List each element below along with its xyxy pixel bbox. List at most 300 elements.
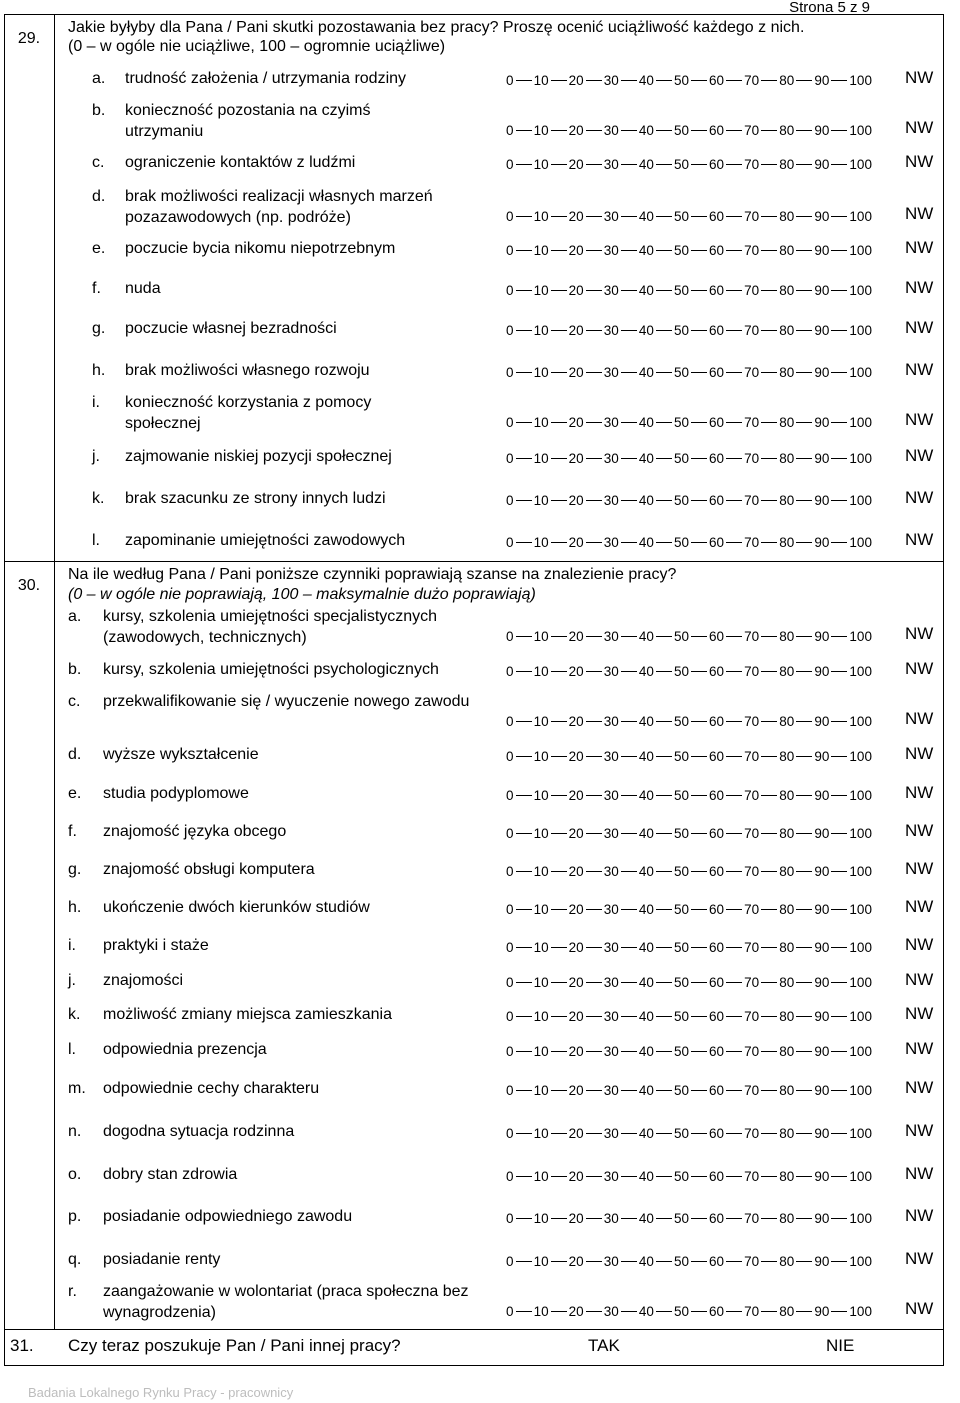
nw-option[interactable]: NW [905,659,934,678]
scale-value-40[interactable]: 40 [638,1253,654,1269]
scale-value-70[interactable]: 70 [744,939,760,955]
scale-value-100[interactable]: 100 [849,1210,872,1226]
scale-value-30[interactable]: 30 [603,282,619,298]
nw-option[interactable]: NW [905,897,934,916]
scale-value-100[interactable]: 100 [849,974,872,990]
scale-value-10[interactable]: 10 [533,1168,549,1184]
scale-value-0[interactable]: 0 [506,122,514,138]
scale-value-30[interactable]: 30 [603,492,619,508]
scale-value-70[interactable]: 70 [744,492,760,508]
scale-value-30[interactable]: 30 [603,242,619,258]
scale-value-90[interactable]: 90 [814,628,830,644]
scale-value-40[interactable]: 40 [638,156,654,172]
scale-value-60[interactable]: 60 [709,901,725,917]
nw-option[interactable]: NW [905,970,934,989]
scale-value-40[interactable]: 40 [638,1125,654,1141]
scale-value-50[interactable]: 50 [673,713,689,729]
scale-value-50[interactable]: 50 [673,939,689,955]
scale-value-60[interactable]: 60 [709,282,725,298]
scale-value-50[interactable]: 50 [673,1082,689,1098]
scale-value-100[interactable]: 100 [849,863,872,879]
scale-value-60[interactable]: 60 [709,208,725,224]
scale-value-10[interactable]: 10 [533,939,549,955]
scale-value-50[interactable]: 50 [673,1043,689,1059]
scale-value-20[interactable]: 20 [568,748,584,764]
scale-value-40[interactable]: 40 [638,242,654,258]
scale-value-20[interactable]: 20 [568,863,584,879]
scale-value-100[interactable]: 100 [849,322,872,338]
scale-value-30[interactable]: 30 [603,1210,619,1226]
scale-value-30[interactable]: 30 [603,1168,619,1184]
scale-value-20[interactable]: 20 [568,1168,584,1184]
scale-value-50[interactable]: 50 [673,1303,689,1319]
nw-option[interactable]: NW [905,318,934,337]
nw-option[interactable]: NW [905,935,934,954]
scale-value-20[interactable]: 20 [568,414,584,430]
scale-value-90[interactable]: 90 [814,156,830,172]
nw-option[interactable]: NW [905,1206,934,1225]
scale-value-10[interactable]: 10 [533,1303,549,1319]
scale-value-50[interactable]: 50 [673,1008,689,1024]
scale-value-100[interactable]: 100 [849,414,872,430]
scale-value-60[interactable]: 60 [709,322,725,338]
scale-value-70[interactable]: 70 [744,322,760,338]
nw-option[interactable]: NW [905,238,934,257]
scale-value-100[interactable]: 100 [849,1008,872,1024]
scale-value-40[interactable]: 40 [638,534,654,550]
scale-value-80[interactable]: 80 [779,825,795,841]
scale-value-100[interactable]: 100 [849,713,872,729]
scale-value-30[interactable]: 30 [603,414,619,430]
scale-value-20[interactable]: 20 [568,1210,584,1226]
scale-value-30[interactable]: 30 [603,1303,619,1319]
scale-value-100[interactable]: 100 [849,72,872,88]
scale-value-80[interactable]: 80 [779,713,795,729]
scale-value-0[interactable]: 0 [506,901,514,917]
scale-value-60[interactable]: 60 [709,1125,725,1141]
scale-value-20[interactable]: 20 [568,322,584,338]
scale-value-10[interactable]: 10 [533,322,549,338]
scale-value-70[interactable]: 70 [744,534,760,550]
scale-value-30[interactable]: 30 [603,713,619,729]
scale-value-40[interactable]: 40 [638,282,654,298]
scale-value-10[interactable]: 10 [533,863,549,879]
scale-value-0[interactable]: 0 [506,1043,514,1059]
scale-value-50[interactable]: 50 [673,282,689,298]
scale-value-80[interactable]: 80 [779,208,795,224]
scale-value-100[interactable]: 100 [849,663,872,679]
scale-value-90[interactable]: 90 [814,1082,830,1098]
scale-value-60[interactable]: 60 [709,863,725,879]
scale-value-10[interactable]: 10 [533,156,549,172]
scale-value-90[interactable]: 90 [814,713,830,729]
scale-value-100[interactable]: 100 [849,450,872,466]
scale-value-70[interactable]: 70 [744,1210,760,1226]
scale-value-0[interactable]: 0 [506,322,514,338]
scale-value-0[interactable]: 0 [506,1008,514,1024]
scale-value-10[interactable]: 10 [533,282,549,298]
scale-value-70[interactable]: 70 [744,1043,760,1059]
scale-value-80[interactable]: 80 [779,156,795,172]
scale-value-90[interactable]: 90 [814,282,830,298]
scale-value-50[interactable]: 50 [673,156,689,172]
scale-value-30[interactable]: 30 [603,663,619,679]
scale-value-70[interactable]: 70 [744,156,760,172]
scale-value-100[interactable]: 100 [849,122,872,138]
scale-value-50[interactable]: 50 [673,974,689,990]
scale-value-40[interactable]: 40 [638,939,654,955]
scale-value-20[interactable]: 20 [568,450,584,466]
scale-value-80[interactable]: 80 [779,1168,795,1184]
nw-option[interactable]: NW [905,709,934,728]
scale-value-20[interactable]: 20 [568,242,584,258]
scale-value-10[interactable]: 10 [533,713,549,729]
nw-option[interactable]: NW [905,446,934,465]
scale-value-20[interactable]: 20 [568,1043,584,1059]
scale-value-60[interactable]: 60 [709,1253,725,1269]
scale-value-70[interactable]: 70 [744,1082,760,1098]
nw-option[interactable]: NW [905,821,934,840]
scale-value-80[interactable]: 80 [779,663,795,679]
nw-option[interactable]: NW [905,488,934,507]
scale-value-60[interactable]: 60 [709,122,725,138]
scale-value-40[interactable]: 40 [638,1168,654,1184]
scale-value-40[interactable]: 40 [638,122,654,138]
scale-value-20[interactable]: 20 [568,1082,584,1098]
nw-option[interactable]: NW [905,624,934,643]
scale-value-10[interactable]: 10 [533,492,549,508]
scale-value-20[interactable]: 20 [568,208,584,224]
scale-value-80[interactable]: 80 [779,901,795,917]
scale-value-10[interactable]: 10 [533,1253,549,1269]
scale-value-50[interactable]: 50 [673,825,689,841]
scale-value-40[interactable]: 40 [638,825,654,841]
scale-value-10[interactable]: 10 [533,1008,549,1024]
scale-value-90[interactable]: 90 [814,208,830,224]
scale-value-100[interactable]: 100 [849,787,872,803]
scale-value-100[interactable]: 100 [849,534,872,550]
scale-value-90[interactable]: 90 [814,825,830,841]
scale-value-30[interactable]: 30 [603,364,619,380]
scale-value-20[interactable]: 20 [568,72,584,88]
scale-value-90[interactable]: 90 [814,748,830,764]
nw-option[interactable]: NW [905,859,934,878]
scale-value-10[interactable]: 10 [533,901,549,917]
nw-option[interactable]: NW [905,118,934,137]
scale-value-0[interactable]: 0 [506,534,514,550]
scale-value-40[interactable]: 40 [638,1043,654,1059]
scale-value-90[interactable]: 90 [814,72,830,88]
scale-value-0[interactable]: 0 [506,748,514,764]
scale-value-0[interactable]: 0 [506,282,514,298]
scale-value-40[interactable]: 40 [638,1303,654,1319]
scale-value-50[interactable]: 50 [673,492,689,508]
scale-value-70[interactable]: 70 [744,787,760,803]
scale-value-30[interactable]: 30 [603,1125,619,1141]
scale-value-90[interactable]: 90 [814,663,830,679]
scale-value-30[interactable]: 30 [603,1008,619,1024]
scale-value-0[interactable]: 0 [506,663,514,679]
scale-value-60[interactable]: 60 [709,939,725,955]
scale-value-100[interactable]: 100 [849,1168,872,1184]
scale-value-70[interactable]: 70 [744,974,760,990]
scale-value-30[interactable]: 30 [603,901,619,917]
scale-value-100[interactable]: 100 [849,628,872,644]
scale-value-80[interactable]: 80 [779,974,795,990]
scale-value-30[interactable]: 30 [603,748,619,764]
scale-value-0[interactable]: 0 [506,72,514,88]
scale-value-60[interactable]: 60 [709,1082,725,1098]
scale-value-20[interactable]: 20 [568,534,584,550]
scale-value-0[interactable]: 0 [506,492,514,508]
scale-value-30[interactable]: 30 [603,1253,619,1269]
scale-value-50[interactable]: 50 [673,364,689,380]
scale-value-50[interactable]: 50 [673,1125,689,1141]
scale-value-50[interactable]: 50 [673,901,689,917]
scale-value-30[interactable]: 30 [603,974,619,990]
scale-value-70[interactable]: 70 [744,825,760,841]
scale-value-20[interactable]: 20 [568,974,584,990]
scale-value-0[interactable]: 0 [506,628,514,644]
scale-value-0[interactable]: 0 [506,939,514,955]
scale-value-50[interactable]: 50 [673,208,689,224]
scale-value-0[interactable]: 0 [506,863,514,879]
scale-value-60[interactable]: 60 [709,1168,725,1184]
scale-value-60[interactable]: 60 [709,628,725,644]
scale-value-90[interactable]: 90 [814,939,830,955]
scale-value-60[interactable]: 60 [709,974,725,990]
scale-value-0[interactable]: 0 [506,787,514,803]
scale-value-40[interactable]: 40 [638,364,654,380]
scale-value-80[interactable]: 80 [779,939,795,955]
scale-value-90[interactable]: 90 [814,322,830,338]
scale-value-70[interactable]: 70 [744,414,760,430]
scale-value-0[interactable]: 0 [506,1168,514,1184]
scale-value-20[interactable]: 20 [568,1253,584,1269]
scale-value-30[interactable]: 30 [603,208,619,224]
scale-value-60[interactable]: 60 [709,242,725,258]
scale-value-40[interactable]: 40 [638,713,654,729]
nw-option[interactable]: NW [905,1078,934,1097]
scale-value-50[interactable]: 50 [673,414,689,430]
scale-value-20[interactable]: 20 [568,1303,584,1319]
scale-value-100[interactable]: 100 [849,1082,872,1098]
scale-value-0[interactable]: 0 [506,1125,514,1141]
scale-value-40[interactable]: 40 [638,208,654,224]
nw-option[interactable]: NW [905,1164,934,1183]
scale-value-0[interactable]: 0 [506,825,514,841]
scale-value-20[interactable]: 20 [568,939,584,955]
scale-value-70[interactable]: 70 [744,450,760,466]
scale-value-0[interactable]: 0 [506,414,514,430]
scale-value-90[interactable]: 90 [814,492,830,508]
scale-value-90[interactable]: 90 [814,450,830,466]
scale-value-90[interactable]: 90 [814,1253,830,1269]
scale-value-90[interactable]: 90 [814,414,830,430]
nw-option[interactable]: NW [905,204,934,223]
scale-value-40[interactable]: 40 [638,1210,654,1226]
scale-value-20[interactable]: 20 [568,492,584,508]
scale-value-10[interactable]: 10 [533,122,549,138]
scale-value-80[interactable]: 80 [779,242,795,258]
scale-value-80[interactable]: 80 [779,534,795,550]
scale-value-50[interactable]: 50 [673,534,689,550]
nw-option[interactable]: NW [905,1004,934,1023]
scale-value-0[interactable]: 0 [506,1253,514,1269]
scale-value-90[interactable]: 90 [814,863,830,879]
scale-value-40[interactable]: 40 [638,663,654,679]
scale-value-80[interactable]: 80 [779,492,795,508]
scale-value-30[interactable]: 30 [603,787,619,803]
scale-value-30[interactable]: 30 [603,1043,619,1059]
scale-value-80[interactable]: 80 [779,748,795,764]
scale-value-100[interactable]: 100 [849,825,872,841]
scale-value-100[interactable]: 100 [849,1043,872,1059]
scale-value-60[interactable]: 60 [709,364,725,380]
scale-value-40[interactable]: 40 [638,863,654,879]
scale-value-80[interactable]: 80 [779,364,795,380]
scale-value-70[interactable]: 70 [744,748,760,764]
scale-value-0[interactable]: 0 [506,242,514,258]
scale-value-0[interactable]: 0 [506,450,514,466]
scale-value-80[interactable]: 80 [779,122,795,138]
scale-value-20[interactable]: 20 [568,787,584,803]
scale-value-90[interactable]: 90 [814,242,830,258]
scale-value-70[interactable]: 70 [744,863,760,879]
scale-value-20[interactable]: 20 [568,282,584,298]
scale-value-40[interactable]: 40 [638,974,654,990]
q31-option-no[interactable]: NIE [826,1336,855,1355]
scale-value-10[interactable]: 10 [533,242,549,258]
scale-value-80[interactable]: 80 [779,1253,795,1269]
nw-option[interactable]: NW [905,68,934,87]
scale-value-20[interactable]: 20 [568,901,584,917]
scale-value-90[interactable]: 90 [814,787,830,803]
scale-value-20[interactable]: 20 [568,156,584,172]
scale-value-40[interactable]: 40 [638,628,654,644]
scale-value-60[interactable]: 60 [709,825,725,841]
scale-value-90[interactable]: 90 [814,364,830,380]
scale-value-60[interactable]: 60 [709,414,725,430]
scale-value-60[interactable]: 60 [709,1043,725,1059]
scale-value-70[interactable]: 70 [744,364,760,380]
scale-value-70[interactable]: 70 [744,282,760,298]
scale-value-10[interactable]: 10 [533,1043,549,1059]
scale-value-20[interactable]: 20 [568,713,584,729]
scale-value-90[interactable]: 90 [814,901,830,917]
scale-value-0[interactable]: 0 [506,208,514,224]
scale-value-60[interactable]: 60 [709,663,725,679]
scale-value-50[interactable]: 50 [673,1210,689,1226]
scale-value-40[interactable]: 40 [638,72,654,88]
scale-value-90[interactable]: 90 [814,534,830,550]
scale-value-30[interactable]: 30 [603,122,619,138]
scale-value-100[interactable]: 100 [849,242,872,258]
scale-value-90[interactable]: 90 [814,1125,830,1141]
scale-value-100[interactable]: 100 [849,1125,872,1141]
scale-value-60[interactable]: 60 [709,787,725,803]
scale-value-60[interactable]: 60 [709,1303,725,1319]
scale-value-70[interactable]: 70 [744,713,760,729]
scale-value-10[interactable]: 10 [533,1125,549,1141]
scale-value-60[interactable]: 60 [709,156,725,172]
nw-option[interactable]: NW [905,783,934,802]
scale-value-10[interactable]: 10 [533,974,549,990]
scale-value-100[interactable]: 100 [849,1303,872,1319]
scale-value-90[interactable]: 90 [814,1303,830,1319]
scale-value-30[interactable]: 30 [603,156,619,172]
scale-value-80[interactable]: 80 [779,863,795,879]
scale-value-80[interactable]: 80 [779,628,795,644]
scale-value-40[interactable]: 40 [638,414,654,430]
scale-value-50[interactable]: 50 [673,628,689,644]
scale-value-40[interactable]: 40 [638,322,654,338]
scale-value-20[interactable]: 20 [568,122,584,138]
scale-value-80[interactable]: 80 [779,322,795,338]
scale-value-50[interactable]: 50 [673,72,689,88]
scale-value-100[interactable]: 100 [849,748,872,764]
scale-value-10[interactable]: 10 [533,748,549,764]
nw-option[interactable]: NW [905,410,934,429]
scale-value-90[interactable]: 90 [814,1168,830,1184]
scale-value-10[interactable]: 10 [533,72,549,88]
scale-value-70[interactable]: 70 [744,122,760,138]
scale-value-80[interactable]: 80 [779,72,795,88]
scale-value-100[interactable]: 100 [849,282,872,298]
scale-value-50[interactable]: 50 [673,1168,689,1184]
scale-value-10[interactable]: 10 [533,414,549,430]
scale-value-40[interactable]: 40 [638,450,654,466]
scale-value-10[interactable]: 10 [533,1210,549,1226]
scale-value-30[interactable]: 30 [603,825,619,841]
nw-option[interactable]: NW [905,360,934,379]
scale-value-0[interactable]: 0 [506,974,514,990]
scale-value-20[interactable]: 20 [568,1008,584,1024]
scale-value-50[interactable]: 50 [673,242,689,258]
scale-value-70[interactable]: 70 [744,1303,760,1319]
scale-value-60[interactable]: 60 [709,534,725,550]
scale-value-70[interactable]: 70 [744,663,760,679]
nw-option[interactable]: NW [905,278,934,297]
scale-value-50[interactable]: 50 [673,748,689,764]
scale-value-60[interactable]: 60 [709,1210,725,1226]
scale-value-70[interactable]: 70 [744,1168,760,1184]
scale-value-10[interactable]: 10 [533,628,549,644]
scale-value-40[interactable]: 40 [638,748,654,764]
scale-value-10[interactable]: 10 [533,663,549,679]
scale-value-40[interactable]: 40 [638,1082,654,1098]
scale-value-50[interactable]: 50 [673,122,689,138]
scale-value-30[interactable]: 30 [603,534,619,550]
scale-value-70[interactable]: 70 [744,901,760,917]
scale-value-0[interactable]: 0 [506,1082,514,1098]
scale-value-30[interactable]: 30 [603,628,619,644]
scale-value-90[interactable]: 90 [814,1210,830,1226]
scale-value-90[interactable]: 90 [814,974,830,990]
scale-value-20[interactable]: 20 [568,364,584,380]
scale-value-10[interactable]: 10 [533,1082,549,1098]
scale-value-20[interactable]: 20 [568,1125,584,1141]
scale-value-80[interactable]: 80 [779,1210,795,1226]
scale-value-30[interactable]: 30 [603,939,619,955]
scale-value-70[interactable]: 70 [744,1008,760,1024]
scale-value-100[interactable]: 100 [849,1253,872,1269]
nw-option[interactable]: NW [905,1299,934,1318]
scale-value-30[interactable]: 30 [603,450,619,466]
scale-value-70[interactable]: 70 [744,72,760,88]
q31-option-yes[interactable]: TAK [588,1336,620,1355]
scale-value-90[interactable]: 90 [814,1043,830,1059]
